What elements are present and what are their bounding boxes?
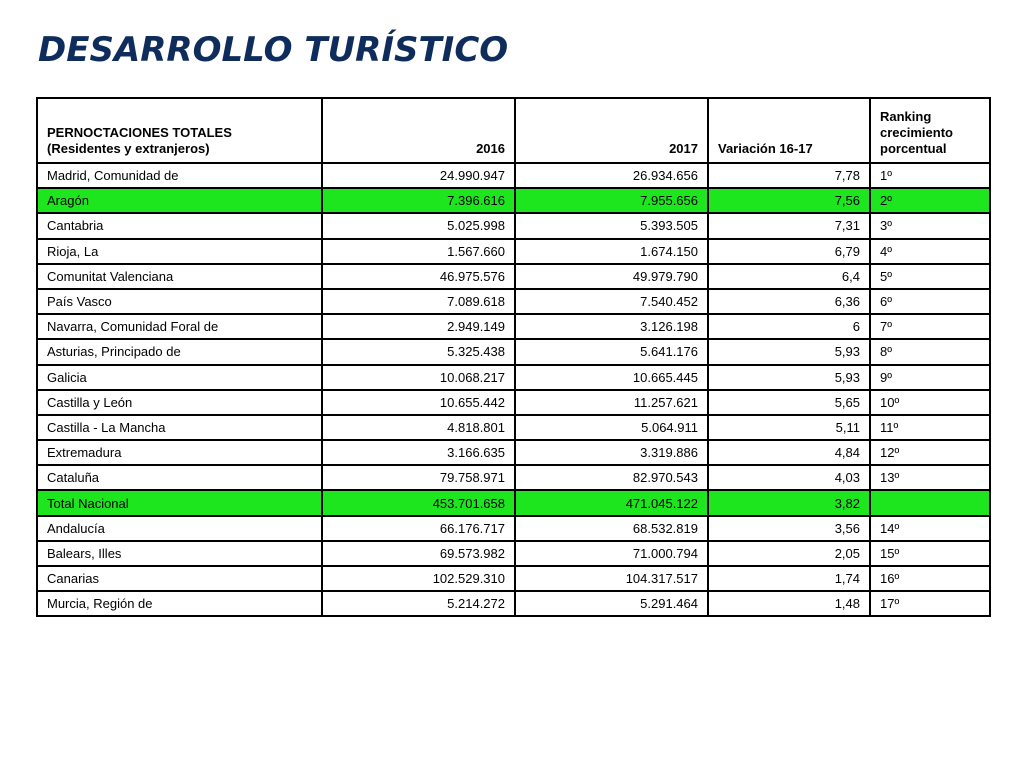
- header-ranking-line3: porcentual: [880, 141, 947, 156]
- header-ranking: [870, 98, 990, 163]
- cell-2016: 453.701.658: [322, 490, 515, 515]
- header-region-line1: PERNOCTACIONES TOTALES: [47, 125, 232, 140]
- cell-2017: 11.257.621: [515, 390, 708, 415]
- cell-region: Aragón: [37, 188, 322, 213]
- page-title: DESARROLLO TURÍSTICO: [38, 30, 509, 70]
- cell-variation: 7,56: [708, 188, 870, 213]
- cell-2016: 5.325.438: [322, 339, 515, 364]
- cell-2016: 1.567.660: [322, 239, 515, 264]
- cell-2017: 71.000.794: [515, 541, 708, 566]
- cell-variation: 4,03: [708, 465, 870, 490]
- cell-2016: 7.089.618: [322, 289, 515, 314]
- cell-2016: 10.068.217: [322, 365, 515, 390]
- cell-ranking: 13º: [870, 465, 990, 490]
- cell-variation: 6: [708, 314, 870, 339]
- cell-region: Rioja, La: [37, 239, 322, 264]
- cell-2017: 3.319.886: [515, 440, 708, 465]
- cell-region: Cataluña: [37, 465, 322, 490]
- cell-2017: 3.126.198: [515, 314, 708, 339]
- cell-2017: 471.045.122: [515, 490, 708, 515]
- cell-region: País Vasco: [37, 289, 322, 314]
- header-variation: Variación 16-17: [708, 98, 870, 163]
- cell-ranking: 1º: [870, 163, 990, 188]
- cell-2017: 68.532.819: [515, 516, 708, 541]
- cell-2016: 69.573.982: [322, 541, 515, 566]
- table-row: [37, 239, 990, 264]
- cell-2017: 1.674.150: [515, 239, 708, 264]
- cell-2017: 7.540.452: [515, 289, 708, 314]
- cell-2017: 5.291.464: [515, 591, 708, 616]
- cell-2016: 10.655.442: [322, 390, 515, 415]
- cell-variation: 6,4: [708, 264, 870, 289]
- table-row: [37, 465, 990, 490]
- cell-region: Murcia, Región de: [37, 591, 322, 616]
- cell-ranking: 12º: [870, 440, 990, 465]
- cell-region: Castilla - La Mancha: [37, 415, 322, 440]
- cell-2017: 5.064.911: [515, 415, 708, 440]
- cell-2016: 5.214.272: [322, 591, 515, 616]
- cell-variation: 5,93: [708, 339, 870, 364]
- cell-ranking: 5º: [870, 264, 990, 289]
- cell-variation: 5,11: [708, 415, 870, 440]
- header-2017: 2017: [515, 98, 708, 163]
- cell-ranking: 10º: [870, 390, 990, 415]
- table-row: [37, 390, 990, 415]
- table-row: [37, 289, 990, 314]
- table-row: [37, 365, 990, 390]
- table-row: [37, 264, 990, 289]
- cell-ranking: 9º: [870, 365, 990, 390]
- table-row: [37, 490, 990, 515]
- cell-region: Balears, Illes: [37, 541, 322, 566]
- table-row: [37, 566, 990, 591]
- cell-ranking: [870, 490, 990, 515]
- cell-variation: 5,65: [708, 390, 870, 415]
- table-row: [37, 541, 990, 566]
- cell-variation: 1,74: [708, 566, 870, 591]
- cell-ranking: 4º: [870, 239, 990, 264]
- table-row: [37, 314, 990, 339]
- cell-2016: 24.990.947: [322, 163, 515, 188]
- cell-ranking: 16º: [870, 566, 990, 591]
- cell-2017: 82.970.543: [515, 465, 708, 490]
- table-header-row: [37, 98, 990, 163]
- table-row: [37, 188, 990, 213]
- overnight-stays-table: [36, 97, 991, 617]
- table-row: [37, 440, 990, 465]
- cell-2017: 49.979.790: [515, 264, 708, 289]
- cell-ranking: 6º: [870, 289, 990, 314]
- cell-ranking: 11º: [870, 415, 990, 440]
- table-row: [37, 339, 990, 364]
- cell-region: Castilla y León: [37, 390, 322, 415]
- cell-region: Madrid, Comunidad de: [37, 163, 322, 188]
- header-2016: 2016: [322, 98, 515, 163]
- table-row: [37, 415, 990, 440]
- header-ranking-line1: Ranking: [880, 109, 932, 124]
- cell-region: Andalucía: [37, 516, 322, 541]
- cell-variation: 5,93: [708, 365, 870, 390]
- cell-2016: 4.818.801: [322, 415, 515, 440]
- cell-variation: 2,05: [708, 541, 870, 566]
- cell-2017: 5.393.505: [515, 213, 708, 238]
- cell-2017: 26.934.656: [515, 163, 708, 188]
- cell-region: Canarias: [37, 566, 322, 591]
- cell-ranking: 15º: [870, 541, 990, 566]
- cell-2016: 7.396.616: [322, 188, 515, 213]
- header-region-line2: (Residentes y extranjeros): [47, 141, 210, 156]
- cell-2016: 102.529.310: [322, 566, 515, 591]
- cell-2016: 46.975.576: [322, 264, 515, 289]
- table-row: [37, 163, 990, 188]
- table-body: [37, 163, 990, 616]
- cell-variation: 6,79: [708, 239, 870, 264]
- cell-2016: 66.176.717: [322, 516, 515, 541]
- cell-region: Asturias, Principado de: [37, 339, 322, 364]
- cell-2017: 5.641.176: [515, 339, 708, 364]
- cell-ranking: 14º: [870, 516, 990, 541]
- cell-variation: 7,31: [708, 213, 870, 238]
- cell-2017: 104.317.517: [515, 566, 708, 591]
- cell-2017: 7.955.656: [515, 188, 708, 213]
- cell-region: Extremadura: [37, 440, 322, 465]
- cell-variation: 1,48: [708, 591, 870, 616]
- cell-variation: 6,36: [708, 289, 870, 314]
- cell-ranking: 3º: [870, 213, 990, 238]
- cell-ranking: 17º: [870, 591, 990, 616]
- cell-2016: 2.949.149: [322, 314, 515, 339]
- table-row: [37, 213, 990, 238]
- cell-variation: 7,78: [708, 163, 870, 188]
- cell-variation: 3,56: [708, 516, 870, 541]
- header-ranking-line2: crecimiento: [880, 125, 953, 140]
- cell-2016: 79.758.971: [322, 465, 515, 490]
- cell-2016: 5.025.998: [322, 213, 515, 238]
- cell-region: Cantabria: [37, 213, 322, 238]
- cell-ranking: 2º: [870, 188, 990, 213]
- cell-region: Comunitat Valenciana: [37, 264, 322, 289]
- cell-region: Total Nacional: [37, 490, 322, 515]
- cell-variation: 3,82: [708, 490, 870, 515]
- cell-region: Galicia: [37, 365, 322, 390]
- cell-2016: 3.166.635: [322, 440, 515, 465]
- cell-variation: 4,84: [708, 440, 870, 465]
- header-region: [37, 98, 322, 163]
- cell-ranking: 8º: [870, 339, 990, 364]
- table-row: [37, 516, 990, 541]
- table-row: [37, 591, 990, 616]
- cell-ranking: 7º: [870, 314, 990, 339]
- cell-2017: 10.665.445: [515, 365, 708, 390]
- cell-region: Navarra, Comunidad Foral de: [37, 314, 322, 339]
